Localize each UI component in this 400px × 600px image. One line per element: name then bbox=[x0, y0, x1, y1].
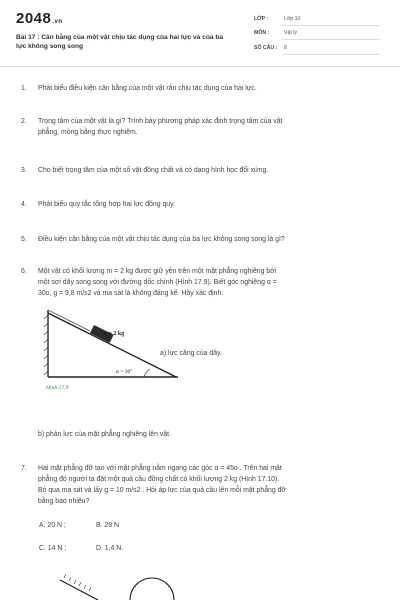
q7-option-c: C. 14 N ; bbox=[39, 545, 67, 552]
left-plane-hatching bbox=[64, 574, 91, 591]
angle-arc bbox=[144, 369, 150, 377]
q7-option-d: D. 1,4 N. bbox=[96, 545, 124, 552]
subject-label: MÔN : bbox=[254, 30, 270, 36]
mass-label: m = 2 kg bbox=[102, 331, 125, 337]
incline-line bbox=[48, 313, 176, 377]
question-count-label: SỐ CÂU : bbox=[254, 45, 278, 51]
ball-outline bbox=[130, 578, 174, 600]
subject-underline bbox=[282, 39, 380, 40]
site-logo[interactable]: 2048.vn bbox=[16, 10, 63, 27]
question-count-value: 8 bbox=[284, 45, 287, 51]
q7-option-a: A. 20 N ; bbox=[39, 522, 66, 529]
subject-value: Vật lý bbox=[284, 30, 297, 36]
left-plane-line bbox=[60, 580, 98, 600]
q6-part-a: a) lực căng của dây. bbox=[160, 350, 222, 357]
class-value: Lớp 10 bbox=[284, 16, 301, 22]
figure-17-10-partial bbox=[58, 560, 188, 600]
angle-label: α = 30° bbox=[116, 369, 133, 375]
worksheet-header bbox=[0, 0, 400, 67]
count-underline bbox=[282, 54, 380, 55]
class-underline bbox=[282, 25, 380, 26]
worksheet-page: 2048.vn Bài 17 : Cân bằng của một vật chịu tác dụng của hai lực và của ba lực không song song LỚP : Lớp 10 MÔN : Vật lý SỐ CÂU : 8 1. Phát biểu điều kiện cân bằng của một vật rắn chịu tác dụng của hai lực. 2. Trọng tâm của một vật là gì? Trình bày phương pháp xác định trọng tâm của vật phẳng, mỏng bằng thực nghiệm. 3. Cho biết trọng tâm của một số vật đồng chất và có dạng hình học đối xứng. 4. Phát biểu quy tắc tổng hợp hai lực đồng quy. 5. Điều kiện cân bằng của một vật chịu tác dụng của ba lực không song song là gì? 6. Một vật có khối lượng m = 2 kg được giữ yên trên một mặt phẳng nghiêng bởi một sợi dây song song với đường dốc chính (Hình 17.9). Biết góc nghiêng α = 30o, g = 9,8 m/s2 và ma sát là không đáng kể. Hãy xác định: m = 2 kg α = 30° Hình 17.9 a) lực căng của dây. b) phản lực của mặt phẳng nghiêng lên vật. 7. Hai mặt phẳng đỡ tạo với mặt phẳng nằm ngang các góc α = 45o . Trên hai mặt phẳng đó người ta đặt một quả cầu đồng chất có khối lượng 2 kg (Hình 17.10). Bỏ qua ma sát và lấy g = 10 m/s2 . Hỏi áp lực của quả cầu lên mỗi mặt phẳng đỡ bằng bao nhiêu? A. 20 N ; B. 28 N C. 14 N ; D. 1,4 N. bbox=[0, 0, 400, 600]
figure-caption: Hình 17.9 bbox=[46, 385, 69, 391]
q6-part-b: b) phản lực của mặt phẳng nghiêng lên vật. bbox=[38, 431, 171, 438]
q7-option-b: B. 28 N bbox=[96, 522, 119, 529]
string-line bbox=[48, 310, 90, 331]
class-label: LỚP : bbox=[254, 16, 269, 22]
figure-17-9-incline bbox=[40, 305, 180, 385]
lesson-title: Bài 17 : Cân bằng của một vật chịu tác dụng của hai lực và của ba lực không song song bbox=[16, 34, 224, 50]
